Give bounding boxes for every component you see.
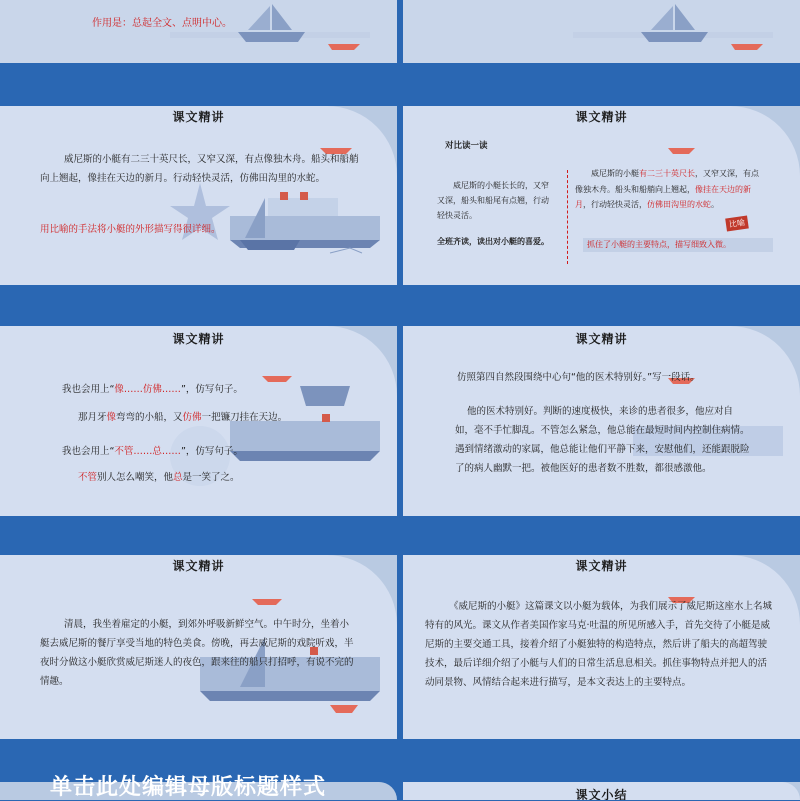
right-text-mid-2: ，行动轻快灵活，	[583, 200, 647, 209]
line2-pre: 那月牙	[78, 412, 107, 423]
right-text-red-1: 有二三十英尺长	[639, 169, 695, 178]
master-title-placeholder[interactable]: 单击此处编辑母版标题样式	[50, 775, 327, 800]
compare-right-text	[575, 166, 765, 213]
line1-red: 像……仿佛……	[114, 384, 181, 395]
slide-3	[0, 88, 397, 303]
divider-line	[567, 170, 568, 264]
body-paragraph: 威尼斯的小艇有二三十英尺长，又窄又深，有点像独木舟。船头和船艄向上翘起，像挂在天边的新月。行动轻快灵活，仿佛田沟里的水蛇。	[40, 154, 359, 184]
boat-illustration	[403, 0, 800, 65]
right-text-pre: 威尼斯的小艇	[591, 169, 639, 178]
line4-post: 是一笑了之。	[182, 472, 240, 483]
right-text-end: 。	[711, 200, 719, 209]
slide-title: 课文精讲	[575, 110, 628, 124]
purpose-label: 作用是：总起全文、点明中心。	[92, 18, 232, 29]
blue-band	[0, 63, 397, 85]
line2-red-1: 像	[106, 412, 117, 423]
right-text-mid-1: ，又窄又深，有点像独木舟。船头和船艄向上翘起，	[575, 169, 759, 194]
blue-band	[403, 63, 800, 85]
slide-title: 课文小结	[575, 788, 628, 800]
slide-6	[403, 306, 800, 534]
bottom-band	[403, 739, 800, 757]
slide-title: 课文精讲	[172, 332, 225, 346]
line3-post: ”，仿写句子。	[180, 446, 243, 457]
summary-paragraph: 《威尼斯的小艇》这篇课文以小艇为载体，为我们展示了威尼斯这座水上名城特有的风光。课文从作者美国作家马克·吐温的所见所感入手，首先交待了小艇是威尼斯的主要交通工具，接着介绍了小艇独特的构造特点，然后讲了船夫的高超驾驶技术，最后详细介绍了小艇与人们的日常生活息息相关。抓住事物特点并把人的活动同景物、风情结合起来进行描写，是本文表达上的主要特点。	[425, 601, 773, 688]
exercise-line-2	[78, 408, 287, 427]
compare-heading: 对比读一读	[445, 141, 488, 151]
line4-mid: 别人怎么嘲笑，他	[97, 472, 174, 483]
line1-post: ”，仿写句子。	[180, 384, 243, 395]
exercise-line-3	[62, 442, 243, 461]
line2-red-2: 仿佛	[182, 412, 202, 423]
bottom-band	[0, 516, 397, 534]
slide-5	[0, 306, 397, 534]
slide-title: 课文精讲	[172, 110, 225, 124]
bottom-band	[0, 739, 397, 757]
line4-red-2: 总	[173, 472, 183, 483]
metaphor-tag: 比喻	[725, 216, 749, 232]
line2-mid: 弯弯的小船，又	[116, 412, 183, 423]
right-text-red-2: 像挂在天边的新月	[575, 184, 751, 209]
slide-2	[403, 0, 800, 85]
compare-left-text: 威尼斯的小艇长长的，又窄又深，船头和船尾有点翘，行动轻快灵活。	[437, 181, 549, 220]
slide-title: 课文精讲	[172, 559, 225, 573]
read-instruction: 全班齐读，读出对小艇的喜爱。	[437, 237, 549, 246]
line3-red: 不管……总……	[114, 446, 181, 457]
slide-7	[0, 537, 397, 757]
line4-red-1: 不管	[78, 472, 98, 483]
exercise-line-1	[62, 380, 243, 399]
line2-post: 一把镰刀挂在天边。	[201, 412, 288, 423]
slide-10	[403, 760, 800, 800]
task-intro: 仿照第四自然段围绕中心句“他的医术特别好。”写一段话。	[457, 372, 700, 383]
slide-title: 课文精讲	[575, 559, 628, 573]
slide-8	[403, 537, 800, 757]
slide-4	[403, 88, 800, 303]
bottom-band	[0, 285, 397, 303]
bottom-band	[403, 516, 800, 534]
body-paragraph: 清晨，我坐着雇定的小艇，到郊外呼吸新鲜空气。中午时分，坐着小艇去威尼斯的餐厅享受当地的特色美食。傍晚，再去威尼斯的戏院听戏，半夜时分做这小艇欣赏威尼斯迷人的夜色，跟来往的船只打招呼，有说不完的情趣。	[40, 619, 354, 687]
top-band	[403, 760, 800, 782]
line3-pre: 我也会用上“	[62, 446, 115, 457]
right-text-red-3: 仿佛田沟里的水蛇	[647, 200, 711, 209]
sample-paragraph: 他的医术特别好。判断的速度极快，来诊的患者很多，他应对自如，毫不手忙脚乱。不管怎么紧急，他总能在最短时间内控制住病情。遇到情绪激动的家属，他总能让他们平静下来，安慰他们，还能跟脱险了的病人幽默一把。被他医好的患者数不胜数，都很感激他。	[455, 406, 750, 474]
bottom-band	[403, 285, 800, 303]
slide-1	[0, 0, 397, 85]
annotation-note: 用比喻的手法将小艇的外形描写得很详细。	[40, 224, 221, 235]
line1-pre: 我也会用上“	[62, 384, 115, 395]
summary-note: 抓住了小艇的主要特点，描写细致入微。	[587, 240, 731, 249]
slide-title: 课文精讲	[575, 332, 628, 346]
exercise-line-4	[78, 468, 240, 487]
